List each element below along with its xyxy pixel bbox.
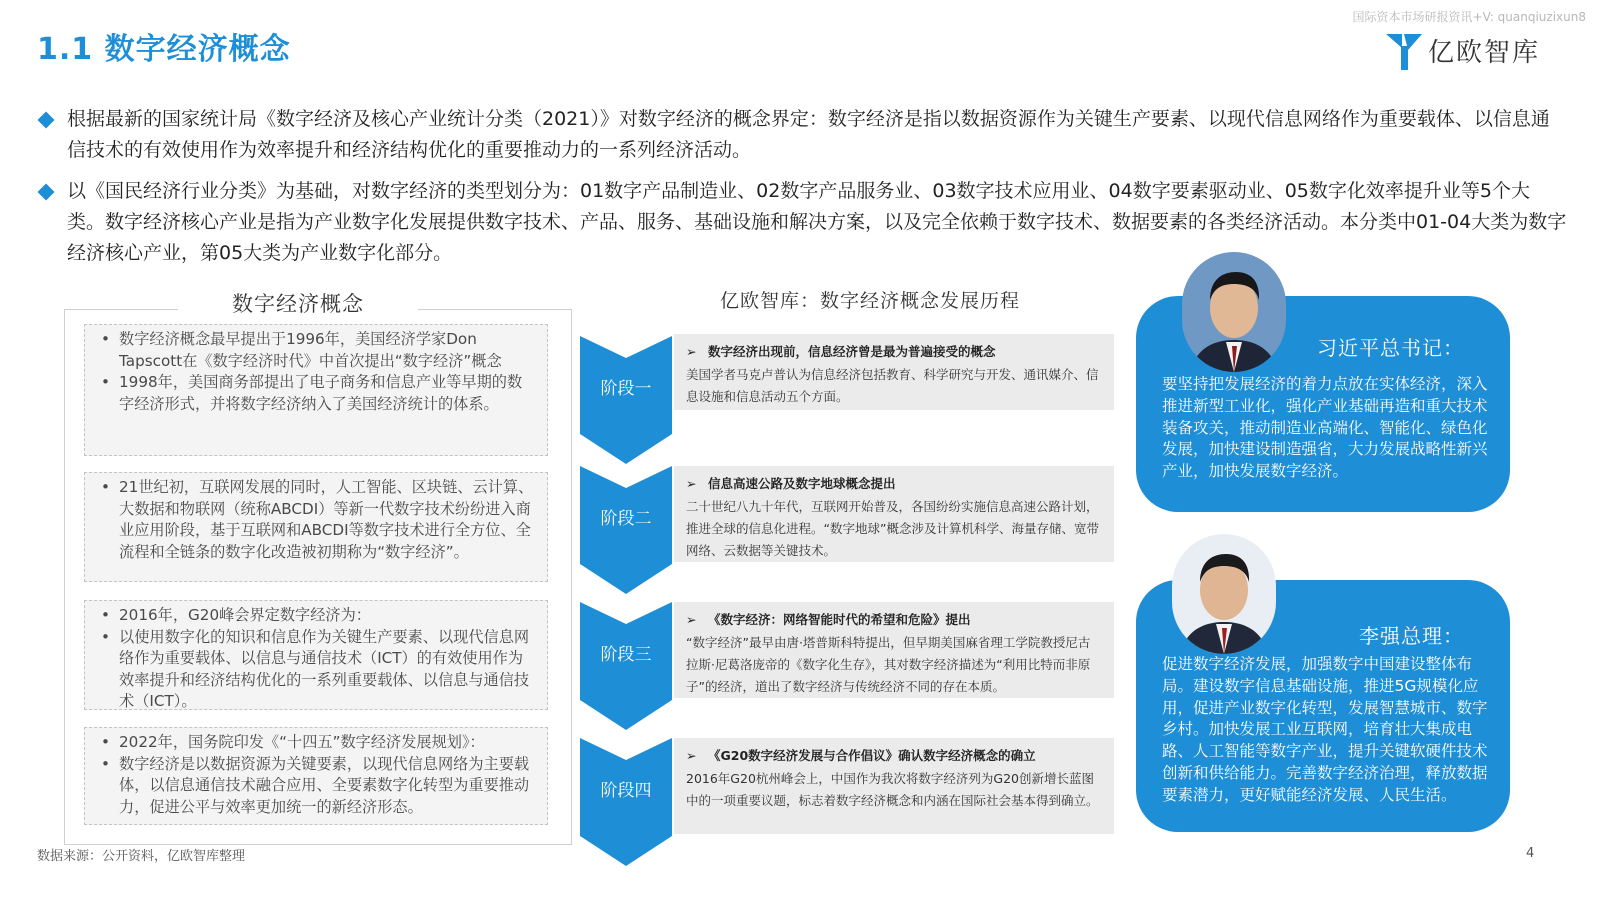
page-title: 1.1 数字经济概念 <box>37 32 291 67</box>
stage-body: “数字经济”最早由唐·塔普斯科特提出，但早期美国麻省理工学院教授尼古拉斯·尼葛洛庞帝的《数字化生存》，其对数字经济描述为“利用比特而非原子”的经济，道出了数字经济与传统经济不同的存在本质。 <box>686 635 1091 694</box>
stage-body: 2016年G20杭州峰会上，中国作为我次将数字经济列为G20创新增长蓝图中的一项重要议题，标志着数字经济概念和内涵在国际社会基本得到确立。 <box>686 771 1099 808</box>
arrow-right-icon: ➢ <box>686 344 697 359</box>
portrait-li-qiang <box>1172 534 1276 654</box>
arrow-right-icon: ➢ <box>686 612 697 627</box>
watermark: 国际资本市场研报资讯+V: quanqiuzixun8 <box>1352 10 1586 24</box>
stage-arrow <box>580 738 672 866</box>
timeline-title: 亿欧智库：数字经济概念发展历程 <box>720 290 1021 312</box>
stage-heading-text: 信息高速公路及数字地球概念提出 <box>708 476 896 491</box>
chevron-down-icon <box>580 336 672 464</box>
stage-body: 二十世纪八九十年代，互联网开始普及，各国纷纷实施信息高速公路计划，推进全球的信息化进程。“数字地球”概念涉及计算机科学、海量存储、宽带网络、云数据等关键技术。 <box>686 499 1099 558</box>
stage-heading-text: 《G20数字经济发展与合作倡议》确认数字经济概念的确立 <box>708 748 1036 763</box>
quote-name: 习近平总书记： <box>1317 336 1464 360</box>
stage-box <box>674 466 1114 562</box>
concept-box <box>84 600 548 710</box>
quote-text: 要坚持把发展经济的着力点放在实体经济，深入推进新型工业化，强化产业基础再造和重大技术装备攻关，推动制造业高端化、智能化、绿色化发展，加快建设制造强省，大力发展战略性新兴产业，加快发展数字经济。 <box>1162 375 1488 481</box>
intro-text: 根据最新的国家统计局《数字经济及核心产业统计分类（2021）》对数字经济的概念界定：数字经济是指以数据资源作为关键生产要素、以现代信息网络作为重要载体、以信息通信技术的有效使用作为效率提升和经济结构优化的重要推动力的一系列经济活动。 <box>67 108 1550 161</box>
stage-arrow <box>580 466 672 594</box>
concept-item-text: 1998年，美国商务部提出了电子商务和信息产业等早期的数字经济形式，并将数字经济纳入了美国经济统计的体系。 <box>119 373 523 413</box>
stage-body: 美国学者马克卢普认为信息经济包括教育、科学研究与开发、通讯媒介、信息设施和信息活动五个方面。 <box>686 367 1099 404</box>
bullet-icon: • <box>101 627 110 646</box>
concept-item-text: 以使用数字化的知识和信息作为关键生产要素、以现代信息网络作为重要载体、以信息与通信技术（ICT）的有效使用作为效率提升和经济结构优化的一系列重要载体、以信息与通信技术（ICT）。 <box>119 627 530 710</box>
concept-item-text: 数字经济是以数据资源为关键要素，以现代信息网络为主要载体，以信息通信技术融合应用、全要素数字化转型为重要推动力，促进公平与效率更加统一的新经济形态。 <box>119 754 530 816</box>
data-source-note: 数据来源：公开资料，亿欧智库整理 <box>37 849 246 864</box>
quote-text: 促进数字经济发展，加强数字中国建设整体布局。建设数字信息基础设施，推进5G规模化应用，促进产业数字化转型，发展智慧城市、数字乡村。加快发展工业互联网，培育壮大集成电路、人工智能等数字产业，提升关键软硬件技术创新和供给能力。完善数字经济治理，释放数据要素潜力，更好赋能经济发展、人民生活。 <box>1162 655 1488 804</box>
concept-item-text: 21世纪初，互联网发展的同时，人工智能、区块链、云计算、大数据和物联网（统称ABCDI）等新一代数字技术纷纷进入商业应用阶段，基于互联网和ABCDI等数字技术进行全方位、全流程和全链条的数字化改造被初期称为“数字经济”。 <box>119 478 534 561</box>
concept-title: 数字经济概念 <box>232 292 364 316</box>
stage-arrow <box>580 336 672 464</box>
concept-box <box>84 727 548 825</box>
chevron-down-icon <box>580 738 672 866</box>
concept-item <box>95 605 537 627</box>
logo-text: 亿欧智库 <box>1428 37 1541 68</box>
yiou-logo-icon <box>1384 28 1424 72</box>
bullet-icon: • <box>101 606 110 624</box>
concept-title-wrap <box>178 288 418 318</box>
intro-text: 以《国民经济行业分类》为基础，对数字经济的类型划分为：01数字产品制造业、02数字产品服务业、03数字技术应用业、04数字要素驱动业、05数字化效率提升业等5个大类。数字经济核心产业是指为产业数字化发展提供数字技术、产品、服务、基础设施和解决方案，以及完全依赖于数字技术、数据要素的各类经济活动。本分类中01-04大类为数字经济核心产业，第05大类为产业数字化部分。 <box>67 180 1567 264</box>
diamond-bullet-icon <box>38 184 55 201</box>
stage-heading <box>686 746 1102 766</box>
concept-box <box>84 472 548 582</box>
stage-heading-text: 数字经济出现前，信息经济曾是最为普遍接受的概念 <box>708 344 996 359</box>
concept-item <box>95 329 537 372</box>
chevron-down-icon <box>580 602 672 730</box>
quote-name: 李强总理： <box>1359 624 1464 648</box>
concept-item <box>95 372 537 415</box>
intro-section <box>37 104 1567 279</box>
intro-item <box>37 104 1567 166</box>
stage-label: 阶段一 <box>600 379 652 399</box>
stage-heading-text: 《数字经济：网络智能时代的希望和危险》提出 <box>708 612 971 627</box>
concept-item <box>95 627 537 713</box>
chevron-down-icon <box>580 466 672 594</box>
logo <box>1384 28 1540 72</box>
concept-item <box>95 732 537 754</box>
stage-arrow <box>580 602 672 730</box>
stage-box <box>674 602 1114 698</box>
page-number: 4 <box>1526 846 1535 861</box>
concept-item-text: 2016年，G20峰会界定数字经济为： <box>119 606 371 624</box>
stage-heading <box>686 342 1102 362</box>
concept-box <box>84 324 548 456</box>
arrow-right-icon: ➢ <box>686 476 697 491</box>
concept-item <box>95 477 537 563</box>
bullet-icon: • <box>101 754 110 773</box>
bullet-icon: • <box>101 373 110 391</box>
stage-label: 阶段二 <box>600 509 652 529</box>
intro-item <box>37 176 1567 269</box>
concept-item-text: 数字经济概念最早提出于1996年，美国经济学家Don Tapscott在《数字经济时代》中首次提出“数字经济”概念 <box>119 330 502 370</box>
bullet-icon: • <box>101 478 110 496</box>
concept-item <box>95 754 537 819</box>
stage-heading <box>686 610 1102 630</box>
stage-box <box>674 334 1114 410</box>
bullet-icon: • <box>101 330 110 348</box>
arrow-right-icon: ➢ <box>686 748 697 763</box>
stage-heading <box>686 474 1102 494</box>
portrait-xi-jinping <box>1182 252 1286 372</box>
diamond-bullet-icon <box>38 112 55 129</box>
stage-label: 阶段三 <box>600 645 652 665</box>
bullet-icon: • <box>101 733 110 751</box>
stage-box <box>674 738 1114 834</box>
stage-label: 阶段四 <box>600 781 652 801</box>
concept-item-text: 2022年，国务院印发《“十四五”数字经济发展规划》： <box>119 733 485 751</box>
